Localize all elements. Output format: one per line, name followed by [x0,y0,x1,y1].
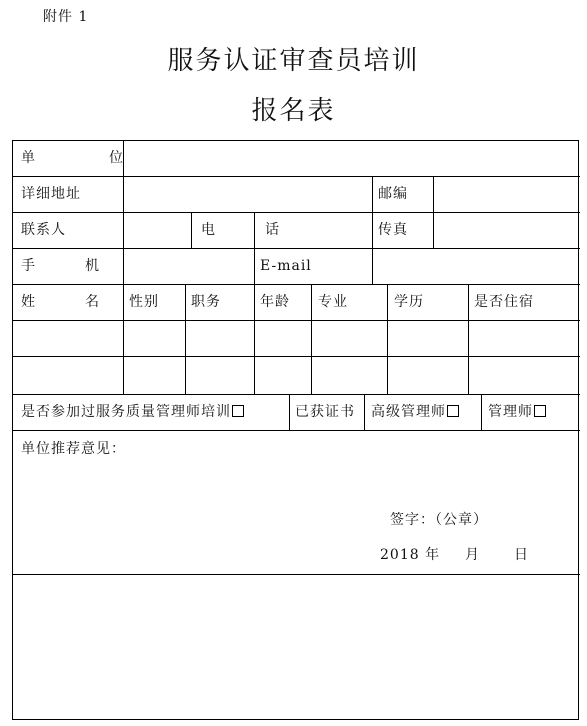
header-education: 学历 [394,294,424,310]
unit-label: 单 位 [21,150,153,166]
address-label: 详细地址 [21,186,81,202]
header-accommodation: 是否住宿 [474,294,534,310]
contact-label: 联系人 [21,222,66,238]
header-position: 职务 [191,294,221,310]
training-checkbox[interactable] [232,405,244,417]
fax-label: 传真 [378,222,408,238]
training-question: 是否参加过服务质量管理师培训 [21,404,244,420]
header-gender: 性别 [129,294,159,310]
senior-manager-checkbox[interactable] [447,405,459,417]
header-name: 姓 名 [21,294,117,310]
signature-label: 签字：（公章） [390,512,488,528]
phone-label: 电 话 [201,222,297,238]
manager-checkbox[interactable] [534,405,546,417]
postcode-label: 邮编 [378,186,408,202]
form-title: 服务认证审查员培训 [167,46,420,76]
date-month: 月 [465,547,480,563]
recommendation-label: 单位推荐意见： [21,441,126,457]
date-year: 2018 年 [380,547,441,563]
date-day: 日 [514,547,529,563]
registration-form [12,140,579,720]
attachment-label: 附件 1 [43,9,89,25]
form-subtitle: 报名表 [251,96,336,126]
senior-manager-option: 高级管理师 [371,404,459,420]
mobile-label: 手 机 [21,258,117,274]
email-label: E-mail [260,258,312,274]
header-major: 专业 [318,294,348,310]
certificate-label: 已获证书 [295,404,355,420]
manager-option: 管理师 [488,404,546,420]
header-age: 年龄 [260,294,290,310]
